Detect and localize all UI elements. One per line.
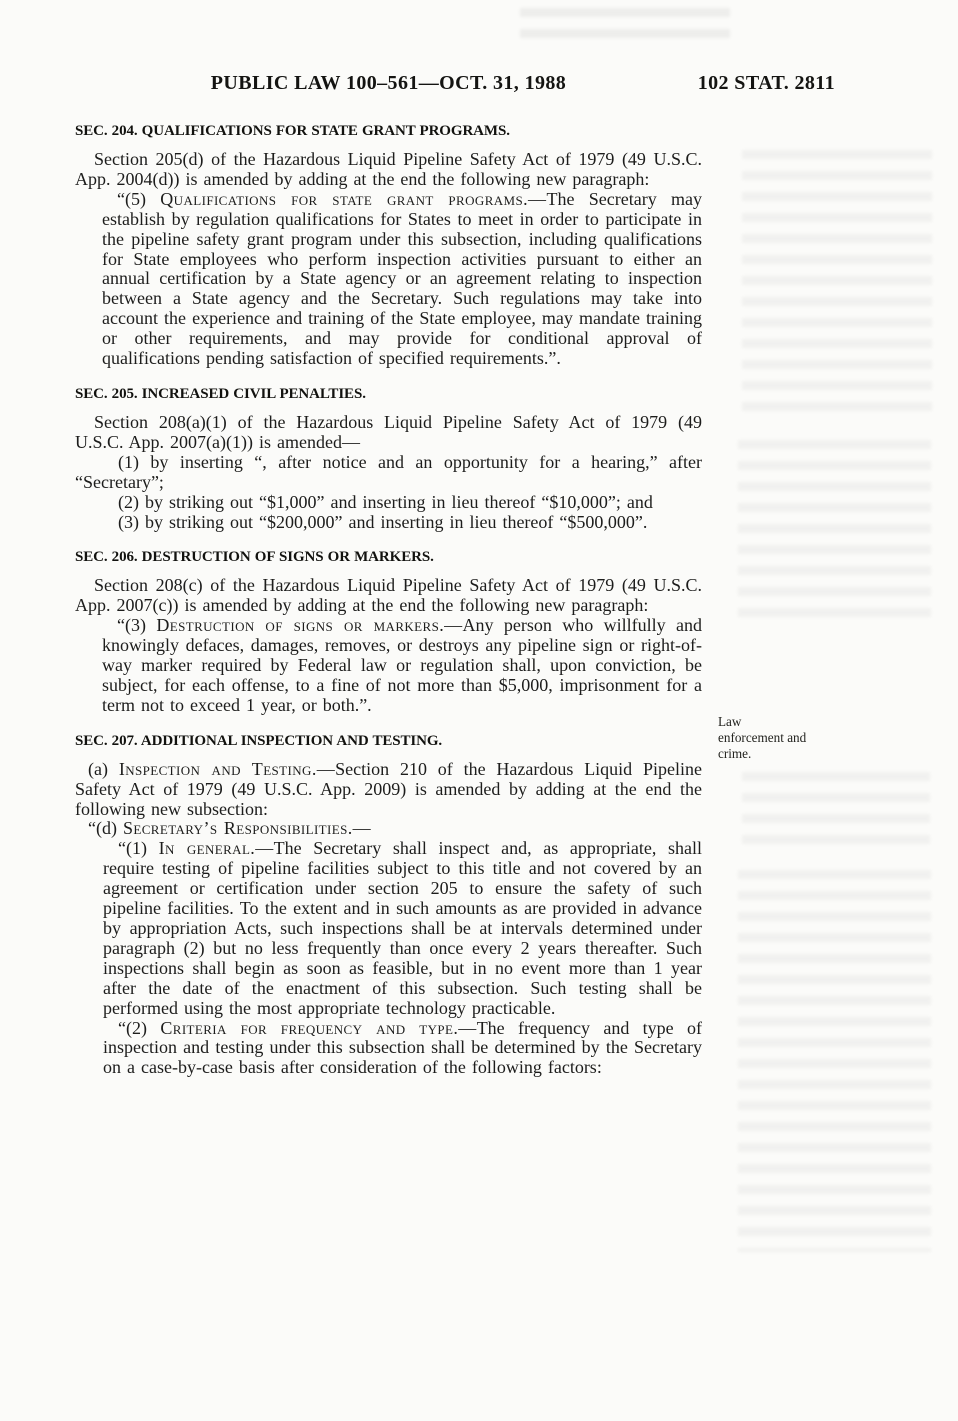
sec-207-subsection-d-heading	[75, 819, 702, 839]
bleed-through-artifact	[738, 440, 931, 618]
section-207	[75, 732, 702, 1079]
sec-207-paragraph-1	[103, 839, 702, 1018]
margin-note-line: Law	[718, 714, 742, 729]
sec-204-heading: SEC. 204. QUALIFICATIONS FOR STATE GRANT PROGRAMS.	[75, 123, 510, 139]
sec-205-intro-paragraph: Section 208(a)(1) of the Hazardous Liquid Pipeline Safety Act of 1979 (49 U.S.C. App. 2007(a)(1)) is amended—	[75, 411, 702, 452]
subsection-caption: Secretary’s Responsibilities.—	[122, 818, 372, 839]
sec-204-intro-paragraph: Section 205(d) of the Hazardous Liquid Pipeline Safety Act of 1979 (49 U.S.C. App. 2004(d)) is amended by adding at the end the following new paragraph:	[75, 149, 702, 189]
subsection-letter: (a)	[88, 758, 119, 779]
subsection-text: Section 210 of the Hazardous Liquid Pipeline Safety Act of 1979 (49 U.S.C. App. 2009) is amended by adding at the end the following new subsection:	[75, 758, 703, 819]
sec-205-heading: SEC. 205. INCREASED CIVIL PENALTIES.	[75, 385, 366, 402]
section-204	[75, 122, 702, 369]
running-head	[75, 72, 835, 98]
sec-205-clause-3: (3) by striking out “$200,000” and inserting in lieu thereof “$500,000”.	[118, 511, 648, 532]
paragraph-caption: Destruction of signs or markers.—	[156, 615, 463, 636]
bleed-through-artifact	[738, 870, 931, 1252]
section-205	[75, 385, 702, 532]
sec-206-heading: SEC. 206. DESTRUCTION OF SIGNS OR MARKERS.	[75, 549, 434, 566]
paragraph-number: “(5)	[117, 188, 161, 209]
sec-204-quoted-paragraph-5	[102, 190, 702, 369]
paragraph-number: “(1)	[118, 838, 159, 859]
sec-205-clause-2: (2) by striking out “$1,000” and inserting in lieu thereof “$10,000”; and	[118, 491, 653, 512]
paragraph-text: Any person who willfully and knowingly defaces, damages, removes, or destroys any pipeline sign or right-of-way marker required by Federal law or regulation shall, upon conviction, be subject, for each offense, to a fine of not more than $5,000, imprisonment for a term not to exceed 1 year, or both.”.	[102, 615, 702, 715]
sec-205-clause-1: (1) by inserting “, after notice and an opportunity for a hearing,” after “Secretary”;	[75, 451, 702, 492]
paragraph-text: The Secretary shall inspect and, as appropriate, shall require testing of pipeline facilities subject to this title and not covered by an agreement or certification under section 205 to ensure the safety of such pipeline facilities. To the extent and in such amounts as are provided in advance by appropriation Acts, such inspections shall be at intervals determined under paragraph (2) but no less frequently than once every 2 years thereafter. Such inspections shall begin as soon as feasible, but in no event more than 1 year after the date of the enactment of this subsection. Such testing shall be performed using the most appropriate technology practicable.	[103, 838, 702, 1018]
statute-page-number: 102 STAT. 2811	[697, 72, 835, 94]
subsection-caption: Inspection and Testing.—	[118, 758, 336, 779]
paragraph-caption: Qualifications for state grant programs.—	[160, 188, 547, 209]
margin-note-line: crime.	[718, 745, 752, 761]
sec-207-heading: SEC. 207. ADDITIONAL INSPECTION AND TESTING.	[75, 732, 443, 749]
sec-207-subsection-a	[75, 760, 702, 820]
paragraph-caption: In general.—	[158, 838, 274, 859]
paragraph-number: “(3)	[117, 615, 157, 636]
paragraph-caption: Criteria for frequency and type.—	[160, 1017, 477, 1038]
margin-note-law-enforcement-and-crime	[718, 714, 848, 761]
sec-206-intro-paragraph: Section 208(c) of the Hazardous Liquid Pipeline Safety Act of 1979 (49 U.S.C. App. 2007(c)) is amended by adding at the end the following new paragraph:	[75, 575, 702, 616]
sec-206-quoted-paragraph-3	[102, 616, 702, 716]
paragraph-number: “(2)	[118, 1017, 161, 1038]
subsection-letter: “(d)	[88, 818, 123, 839]
bleed-through-artifact	[520, 8, 730, 40]
law-title: PUBLIC LAW 100–561—OCT. 31, 1988	[210, 72, 567, 94]
bleed-through-artifact	[742, 772, 930, 846]
sec-207-paragraph-2	[103, 1019, 702, 1079]
paragraph-text: The Secretary may establish by regulation qualifications for States to meet in order to participate in the pipeline safety grant program under this subsection, including qualifications for State employees who perform inspection activities pursuant to either an annual certification by a State agency or an agreement relating to inspection between a State agency and the Secretary. Such regulations may take into account the experience and training of the State employee, may mandate training or other requirements, and may provide for conditional approval of qualifications pending satisfaction of specified requirements.”.	[102, 188, 702, 369]
paragraph-text: The frequency and type of inspection and testing under this subsection shall be determined by the Secretary on a case-by-case basis after consideration of the following factors:	[103, 1017, 703, 1078]
margin-note-line: enforcement and	[718, 729, 807, 745]
bleed-through-artifact	[742, 150, 932, 422]
statute-body	[75, 122, 702, 1078]
section-206	[75, 548, 702, 715]
